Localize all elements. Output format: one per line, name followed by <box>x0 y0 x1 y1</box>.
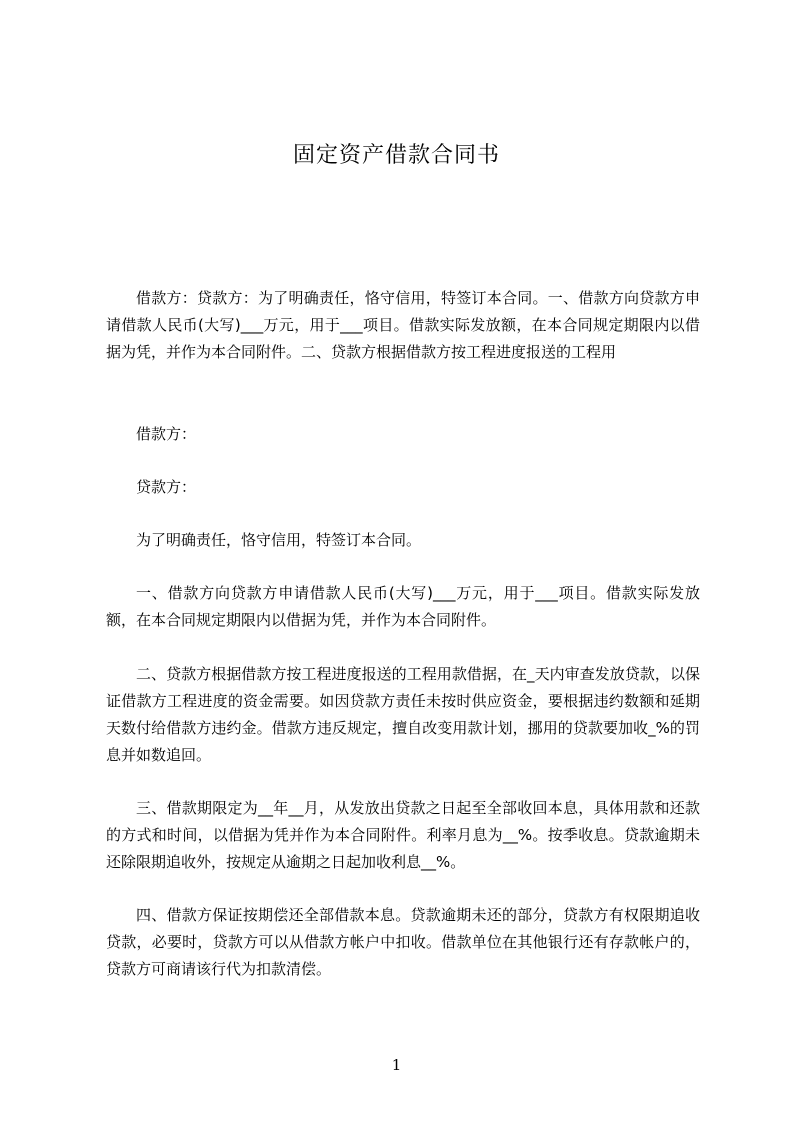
paragraph-clause-4: 四、借款方保证按期偿还全部借款本息。贷款逾期未还的部分，贷款方有权限期追收贷款，必要时，贷款方可以从借款方帐户中扣收。借款单位在其他银行还有存款帐户的，贷款方可商请该行代为扣款清偿。 <box>106 906 700 978</box>
page-number: 1 <box>391 1056 402 1074</box>
paragraph-lender: 贷款方： <box>136 478 197 496</box>
paragraph-clause-2: 二、贷款方根据借款方按工程进度报送的工程用款借据，在_天内审查发放贷款，以保证借款方工程进度的资金需要。如因贷款方责任未按时供应资金，要根据违约数额和延期天数付给借款方违约金。借款方违反规定，擅自改变用款计划，挪用的贷款要加收_%的罚息并如数追回。 <box>106 665 700 764</box>
document-title: 固定资产借款合同书 <box>292 143 500 168</box>
paragraph-preamble: 为了明确责任，恪守信用，特签订本合同。 <box>136 531 422 549</box>
paragraph-clause-3: 三、借款期限定为__年__月，从发放出贷款之日起至全部收回本息，具体用款和还款的方式和时间，以借据为凭并作为本合同附件。利率月息为__%。按季收息。贷款逾期未还除限期追收外，按规定从逾期之日起加收利息__%。 <box>106 799 700 871</box>
paragraph-summary: 借款方：贷款方：为了明确责任，恪守信用，特签订本合同。一、借款方向贷款方申请借款人民币(大写)___万元，用于___项目。借款实际发放额，在本合同规定期限内以借据为凭，并作为本合同附件。二、贷款方根据借款方按工程进度报送的工程用 <box>106 289 700 361</box>
paragraph-clause-1: 一、借款方向贷款方申请借款人民币(大写)___万元，用于___项目。借款实际发放额，在本合同规定期限内以借据为凭，并作为本合同附件。 <box>106 584 700 629</box>
paragraph-borrower: 借款方： <box>136 425 197 443</box>
